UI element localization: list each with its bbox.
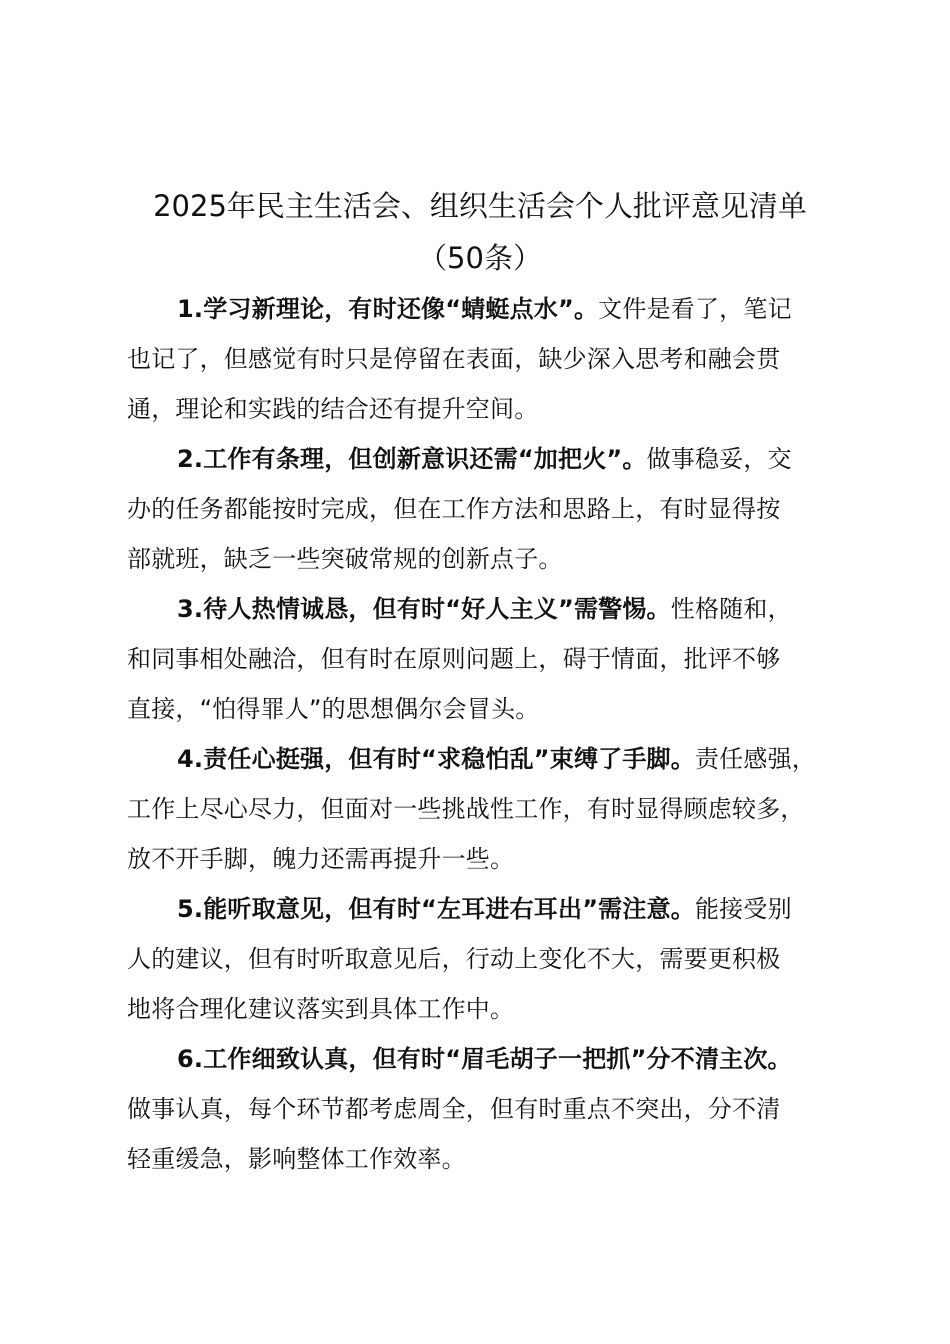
item-heading: 3.待人热情诚恳，但有时“好人主义”需警惕。 xyxy=(177,595,671,623)
item-heading: 5.能听取意见，但有时“左耳进右耳出”需注意。 xyxy=(177,895,695,923)
item-text: 放不开手脚，魄力还需再提升一些。 xyxy=(127,845,515,873)
item-text: 能接受别 xyxy=(694,895,792,923)
item-text: 人的建议，但有时听取意见后，行动上变化不大，需要更积极 xyxy=(127,945,781,973)
title-line-2: （50条） xyxy=(418,241,542,275)
item-heading: 2.工作有条理，但创新意识还需“加把火”。 xyxy=(177,445,647,473)
document-body xyxy=(127,284,847,1184)
item-text: 责任感强， xyxy=(694,745,816,773)
item-heading: 6.工作细致认真，但有时“眉毛胡子一把抓”分不清主次。 xyxy=(177,1045,792,1073)
item-heading: 4.责任心挺强，但有时“求稳怕乱”束缚了手脚。 xyxy=(177,745,695,773)
item-text: 工作上尽心尽力，但面对一些挑战性工作，有时显得顾虑较多， xyxy=(127,795,805,823)
item-text: 办的任务都能按时完成，但在工作方法和思路上，有时显得按 xyxy=(127,495,781,523)
list-item xyxy=(127,734,847,884)
item-text: 轻重缓急，影响整体工作效率。 xyxy=(127,1145,466,1173)
list-item xyxy=(127,434,847,584)
list-item xyxy=(127,884,847,1034)
item-text: 直接，“怕得罪人”的思想偶尔会冒头。 xyxy=(127,695,540,723)
item-text: 也记了，但感觉有时只是停留在表面，缺少深入思考和融会贯 xyxy=(127,345,781,373)
list-item xyxy=(127,584,847,734)
list-item xyxy=(127,284,847,434)
item-text: 做事认真，每个环节都考虑周全，但有时重点不突出，分不清 xyxy=(127,1095,781,1123)
document-title xyxy=(100,180,860,284)
item-text: 性格随和， xyxy=(670,595,792,623)
item-text: 地将合理化建议落实到具体工作中。 xyxy=(127,995,515,1023)
item-heading: 1.学习新理论，有时还像“蜻蜓点水”。 xyxy=(177,295,599,323)
list-item xyxy=(127,1034,847,1184)
item-text: 和同事相处融洽，但有时在原则问题上，碍于情面，批评不够 xyxy=(127,645,781,673)
item-text: 通，理论和实践的结合还有提升空间。 xyxy=(127,395,539,423)
item-text: 文件是看了，笔记 xyxy=(598,295,792,323)
item-text: 做事稳妥，交 xyxy=(646,445,792,473)
title-line-1: 2025年民主生活会、组织生活会个人批评意见清单 xyxy=(153,189,807,223)
item-text: 部就班，缺乏一些突破常规的创新点子。 xyxy=(127,545,563,573)
